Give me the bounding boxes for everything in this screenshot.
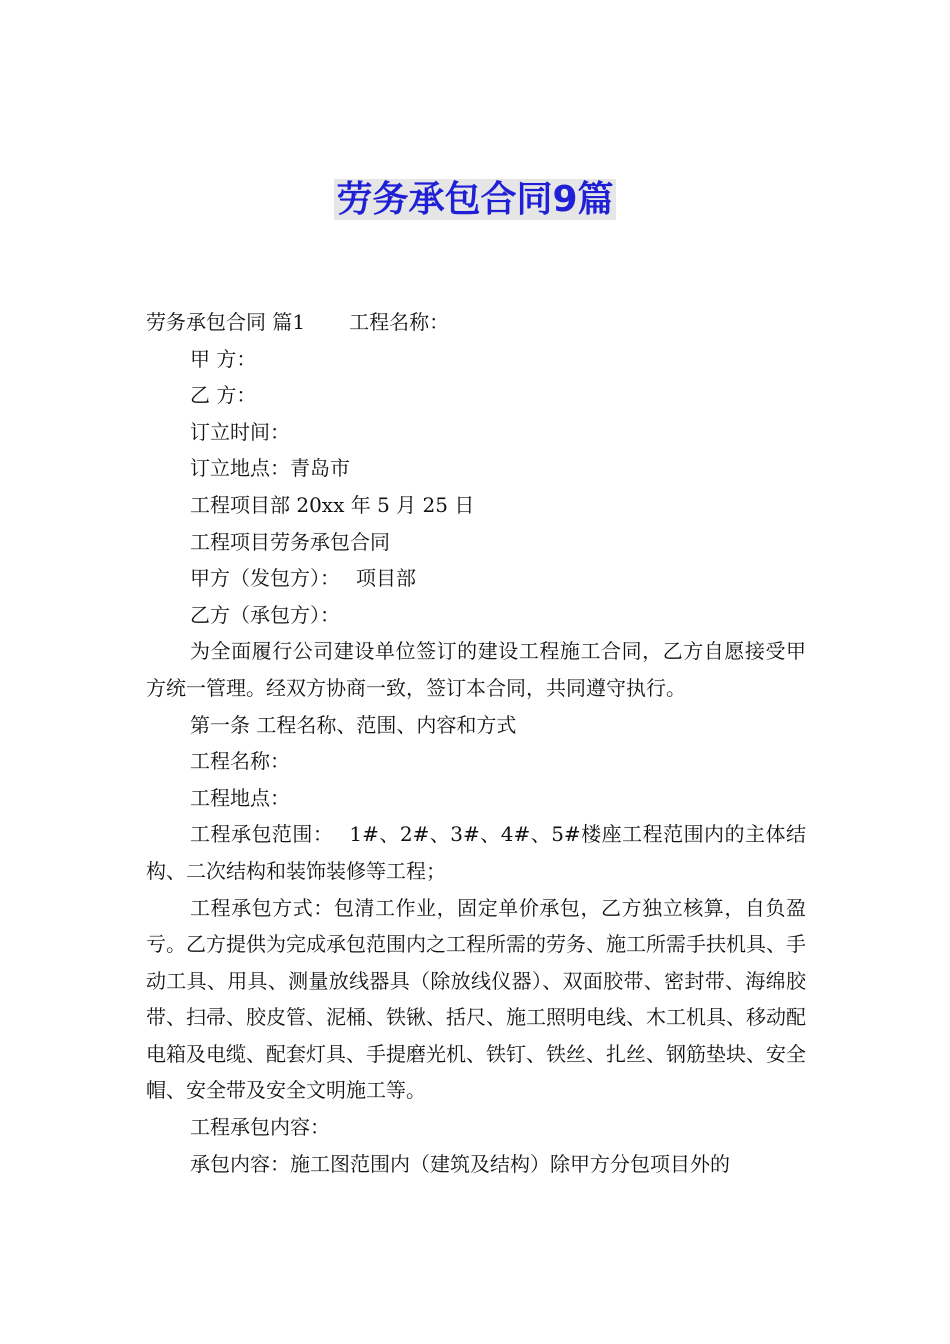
section-heading	[146, 304, 806, 341]
party-b-role-line: 乙方（承包方）：	[190, 602, 340, 627]
intro-paragraph: 为全面履行公司建设单位签订的建设工程施工合同，乙方自愿接受甲方统一管理。经双方协商一致，签订本合同，共同遵守执行。	[146, 639, 806, 700]
scope-label: 工程承包范围：	[190, 822, 334, 847]
method-paragraph: 工程承包方式：包清工作业，固定单价承包，乙方独立核算，自负盈亏。乙方提供为完成承包范围内之工程所需的劳务、施工所需手扶机具、手动工具、用具、测量放线器具（除放线仪器）、双面胶带、密封带、海绵胶带、扫帚、胶皮管、泥桶、铁锹、括尺、施工照明电线、木工机具、移动配电箱及电缆、配套灯具、手提磨光机、铁钉、铁丝、扎丝、钢筋垫块、安全帽、安全带及安全文明施工等。	[146, 895, 806, 1103]
document-title	[0, 176, 950, 224]
signing-place-line: 订立地点：青岛市	[190, 456, 350, 481]
project-name-line: 工程名称：	[190, 749, 290, 774]
party-a-role-value: 项目部	[356, 566, 416, 591]
party-a-line: 甲 方：	[190, 346, 257, 371]
document-body	[146, 304, 806, 1182]
contract-name-line: 工程项目劳务承包合同	[190, 529, 390, 554]
party-a-role-line	[146, 560, 806, 597]
article-1-title: 第一条 工程名称、范围、内容和方式	[190, 712, 517, 737]
scope-paragraph	[146, 816, 806, 889]
content-label-line: 工程承包内容：	[190, 1115, 330, 1140]
party-a-role-label: 甲方（发包方）：	[190, 566, 340, 591]
project-name-heading: 工程名称：	[349, 310, 450, 334]
project-site-line: 工程地点：	[190, 785, 290, 810]
scope-text: 1#、2#、3#、4#、5#楼座工程范围内的主体结构、二次结构和装饰装修等工程；	[146, 822, 806, 883]
section-label: 劳务承包合同 篇1	[146, 310, 306, 334]
signing-time-line: 订立时间：	[190, 419, 290, 444]
project-dept-date-line: 工程项目部 20xx 年 5 月 25 日	[190, 492, 475, 517]
document-title-text: 劳务承包合同9篇	[336, 179, 614, 220]
party-b-line: 乙 方：	[190, 383, 257, 408]
content-paragraph: 承包内容：施工图范围内（建筑及结构）除甲方分包项目外的	[190, 1151, 730, 1176]
